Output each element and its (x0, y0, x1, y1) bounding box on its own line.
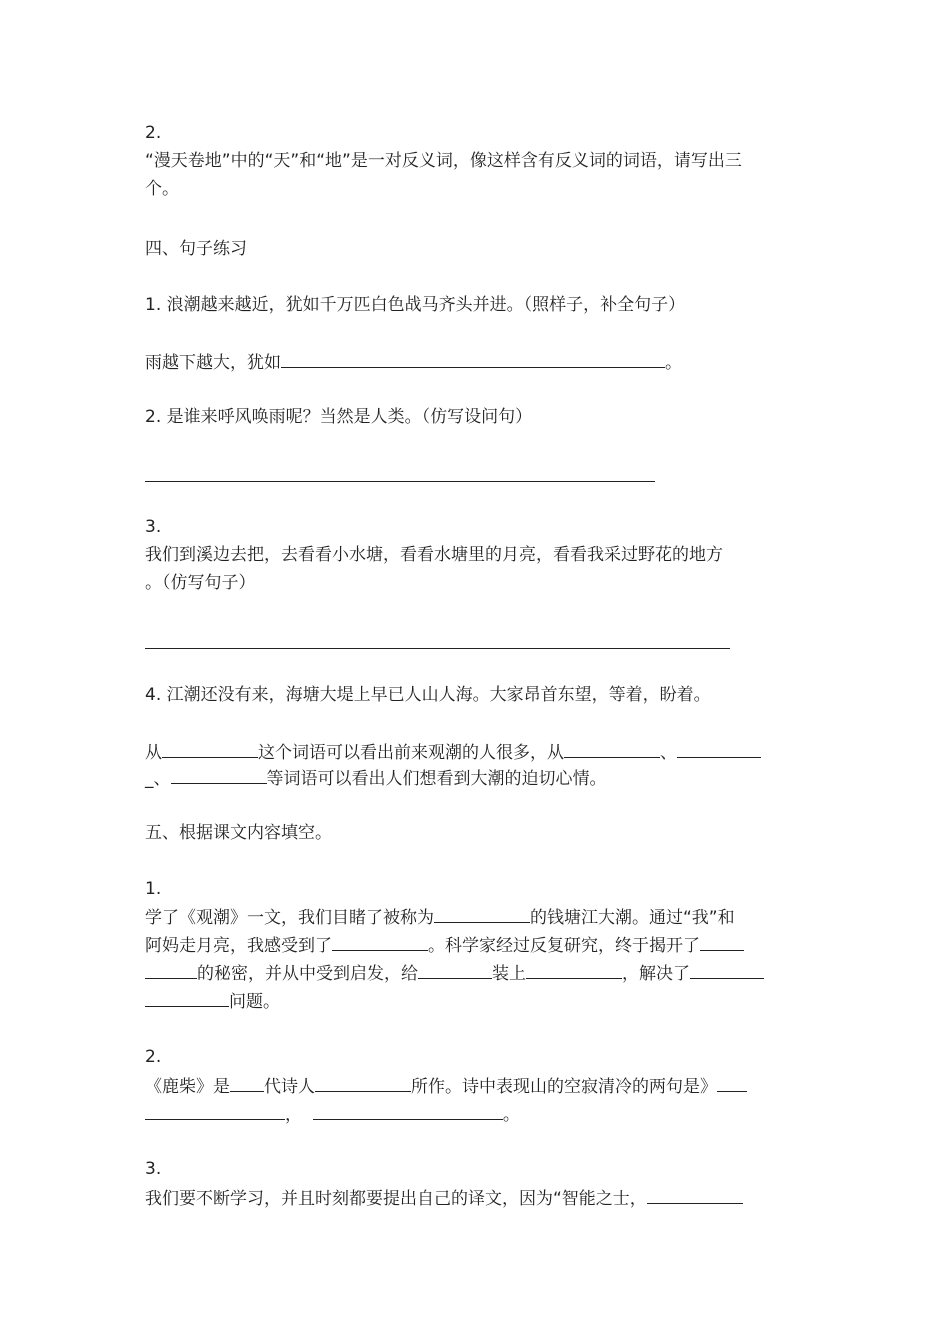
section5-title: 五、根据课文内容填空。 (145, 823, 332, 843)
q3-2-text-line2: 个。 (145, 179, 179, 199)
sec4-q1-answer-line (145, 350, 682, 374)
sec5-q3-line1 (145, 1186, 743, 1210)
sec4-q1-answer-suffix: 。 (665, 353, 682, 373)
sec5-q2-c: 所作。诗中表现山的空寂清冷的两句是》 (411, 1077, 717, 1097)
sec4-q4-mid1: 这个词语可以看出前来观潮的人很多，从 (258, 743, 564, 763)
sec5-q3-a: 我们要不断学习，并且时刻都要提出自己的译文，因为“智能之士， (145, 1189, 647, 1209)
sec5-q3-number: 3. (145, 1159, 162, 1179)
sec4-q3-number: 3. (145, 517, 162, 537)
sec5-q2-d: ， (285, 1105, 302, 1125)
sec5-q2-a: 《鹿柴》是 (145, 1077, 230, 1097)
sec5-q2-b: 代诗人 (264, 1077, 315, 1097)
answer-blank[interactable] (230, 1074, 264, 1092)
answer-blank[interactable] (171, 766, 267, 784)
sec5-q1-g: ，解决了 (622, 964, 690, 984)
answer-blank[interactable] (647, 1186, 743, 1204)
sec5-q1-line1 (145, 905, 735, 929)
answer-line[interactable] (145, 648, 730, 649)
answer-blank[interactable] (315, 1074, 411, 1092)
answer-blank[interactable] (526, 961, 622, 979)
answer-blank[interactable] (332, 933, 428, 951)
sec5-q1-b: 的钱塘江大潮。通过“我”和 (530, 908, 735, 928)
answer-blank[interactable] (564, 740, 660, 758)
sec4-q4-mid2: 等词语可以看出人们想看到大潮的迫切心情。 (266, 769, 607, 789)
sec5-q1-line2 (145, 933, 744, 957)
sec5-q1-e: 的秘密，并从中受到启发，给 (197, 964, 418, 984)
sec5-q2-line2 (145, 1102, 520, 1126)
q3-2-number: 2. (145, 123, 162, 143)
sec5-q1-h: 问题。 (229, 992, 280, 1012)
sec4-q4-line2-start: _、 (145, 769, 171, 789)
sec4-q4-fill-line2 (145, 766, 607, 790)
answer-blank[interactable] (717, 1074, 747, 1092)
answer-line[interactable] (145, 481, 655, 482)
sec4-q4-sep: 、 (660, 743, 677, 763)
sec4-q4-fill-line1 (145, 740, 761, 764)
sec5-q2-number: 2. (145, 1047, 162, 1067)
sec5-q1-a: 学了《观潮》一文，我们目睹了被称为 (145, 908, 434, 928)
answer-blank[interactable] (145, 1102, 285, 1120)
answer-blank[interactable] (313, 1102, 503, 1120)
sec4-q2-text: 2. 是谁来呼风唤雨呢？当然是人类。（仿写设问句） (145, 407, 533, 427)
answer-blank[interactable] (162, 740, 258, 758)
sec5-q1-line3 (145, 961, 764, 985)
sec5-q1-line4 (145, 989, 280, 1013)
sec4-q1-answer-prefix: 雨越下越大，犹如 (145, 353, 281, 373)
answer-blank[interactable] (434, 905, 530, 923)
answer-blank[interactable] (281, 350, 665, 368)
answer-blank[interactable] (418, 961, 492, 979)
sec5-q2-line1 (145, 1074, 747, 1098)
section4-title: 四、句子练习 (145, 239, 247, 259)
sec4-q3-text-line1: 我们到溪边去把，去看看小水塘，看看水塘里的月亮，看看我采过野花的地方 (145, 545, 723, 565)
answer-blank[interactable] (677, 740, 761, 758)
sec4-q3-text-line2: 。（仿写句子） (145, 573, 256, 593)
answer-blank[interactable] (700, 933, 744, 951)
q3-2-text-line1: “漫天卷地”中的“天”和“地”是一对反义词，像这样含有反义词的词语，请写出三 (145, 151, 742, 171)
sec4-q4-from: 从 (145, 743, 162, 763)
sec5-q1-c: 阿妈走月亮，我感受到了 (145, 936, 332, 956)
sec5-q1-f: 装上 (492, 964, 526, 984)
answer-blank[interactable] (145, 989, 229, 1007)
sec4-q1-text: 1. 浪潮越来越近，犹如千万匹白色战马齐头并进。（照样子，补全句子） (145, 295, 686, 315)
sec5-q2-e: 。 (502, 1105, 520, 1125)
answer-blank[interactable] (690, 961, 764, 979)
answer-blank[interactable] (145, 961, 197, 979)
sec5-q1-d: 。科学家经过反复研究，终于揭开了 (428, 936, 700, 956)
sec4-q4-text: 4. 江潮还没有来，海塘大堤上早已人山人海。大家昂首东望，等着，盼着。 (145, 685, 711, 705)
sec5-q1-number: 1. (145, 879, 162, 899)
